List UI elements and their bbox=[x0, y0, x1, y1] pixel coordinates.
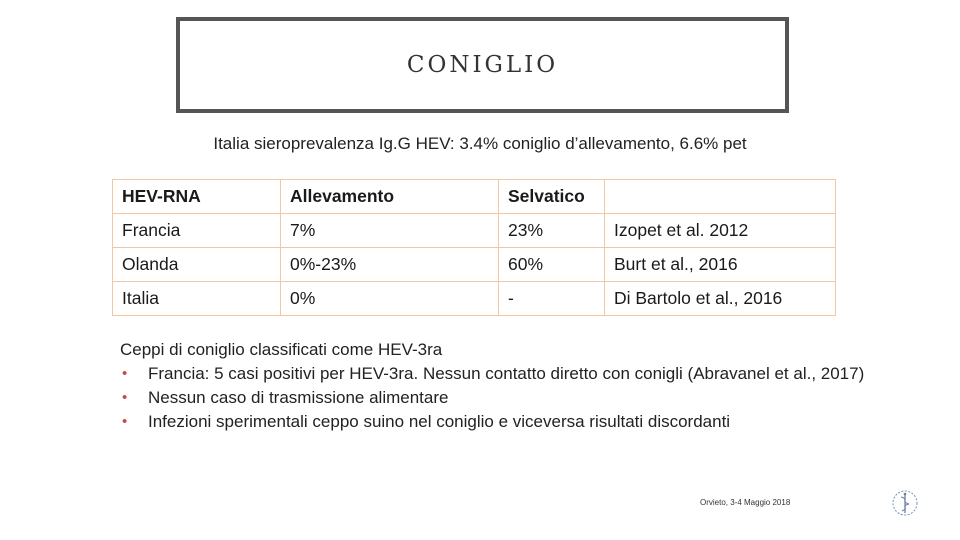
table-header-row bbox=[113, 180, 836, 214]
list-item bbox=[120, 386, 920, 410]
list-item bbox=[120, 410, 920, 434]
list-item-text: Nessun caso di trasmissione alimentare bbox=[148, 388, 449, 407]
table-cell: 7% bbox=[281, 214, 499, 248]
bullet-icon: • bbox=[122, 389, 128, 406]
bullet-icon: • bbox=[122, 413, 128, 430]
title-box bbox=[176, 17, 789, 113]
table-header-cell: Allevamento bbox=[281, 180, 499, 214]
slide-subtitle: Italia sieroprevalenza Ig.G HEV: 3.4% coniglio d’allevamento, 6.6% pet bbox=[213, 134, 747, 153]
list-item-text: Infezioni sperimentali ceppo suino nel coniglio e viceversa risultati discordanti bbox=[148, 412, 731, 431]
table-cell: Izopet et al. 2012 bbox=[605, 214, 836, 248]
table-row bbox=[113, 214, 836, 248]
table-cell: 23% bbox=[499, 214, 605, 248]
footer-text: Orvieto, 3-4 Maggio 2018 bbox=[700, 498, 791, 507]
table-cell: Burt et al., 2016 bbox=[605, 248, 836, 282]
notes-section bbox=[120, 338, 920, 434]
list-item bbox=[120, 362, 920, 386]
table-header-cell: Selvatico bbox=[499, 180, 605, 214]
table-cell: 0%-23% bbox=[281, 248, 499, 282]
table-header-cell: HEV-RNA bbox=[113, 180, 281, 214]
table-cell: Italia bbox=[113, 282, 281, 316]
table-cell: 0% bbox=[281, 282, 499, 316]
table-row bbox=[113, 248, 836, 282]
data-table bbox=[112, 179, 836, 316]
slide-title: CONIGLIO bbox=[406, 52, 559, 78]
notes-list bbox=[120, 362, 920, 434]
table-row bbox=[113, 282, 836, 316]
list-item-text: Francia: 5 casi positivi per HEV-3ra. Nessun contatto diretto con conigli (Abravanel et al., 2017) bbox=[148, 364, 865, 383]
caduceus-logo-icon bbox=[890, 488, 920, 518]
table-cell: Francia bbox=[113, 214, 281, 248]
table-header-cell bbox=[605, 180, 836, 214]
table-cell: Di Bartolo et al., 2016 bbox=[605, 282, 836, 316]
bullet-icon: • bbox=[122, 365, 128, 382]
table-cell: 60% bbox=[499, 248, 605, 282]
notes-heading: Ceppi di coniglio classificati come HEV-3ra bbox=[120, 340, 443, 359]
table-cell: - bbox=[499, 282, 605, 316]
table-cell: Olanda bbox=[113, 248, 281, 282]
